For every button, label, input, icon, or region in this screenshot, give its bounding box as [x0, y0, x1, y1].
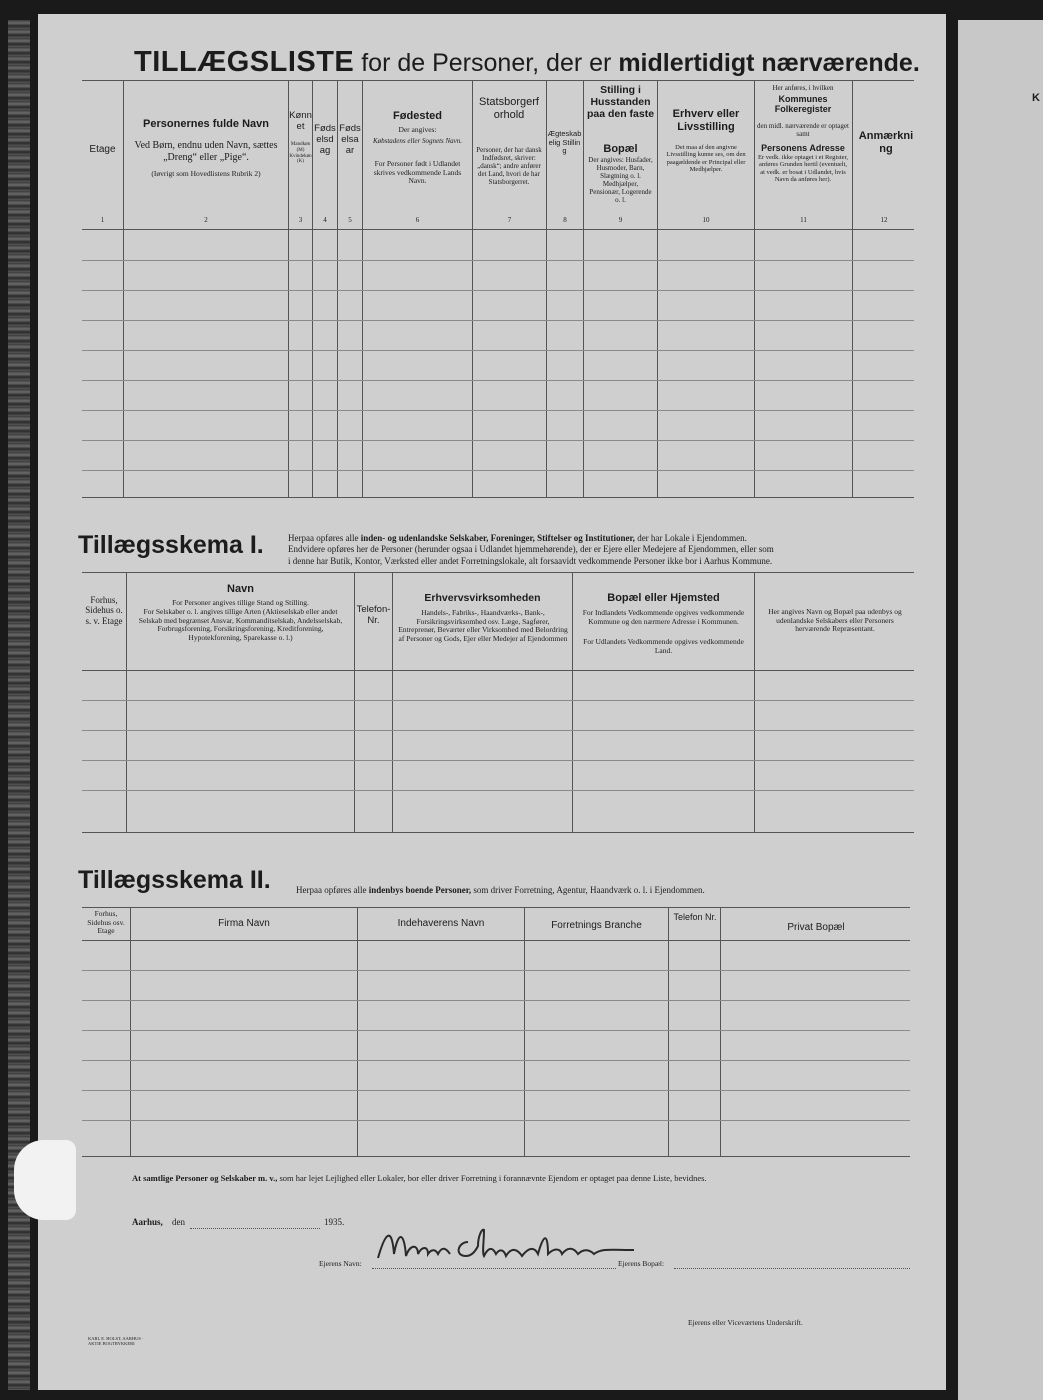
col-num-7: 7 — [507, 216, 512, 224]
col-household-header: Stilling i Husstanden paa den faste — [586, 84, 655, 121]
skema2-intro: Herpaa opføres alle indenbys boende Personer, som driver Forretning, Agentur, Haandværk o. l. i Ejendommen. — [296, 885, 705, 895]
skema2-title: Tillægsskema II. — [78, 866, 271, 894]
year-label: 1935. — [324, 1217, 345, 1227]
col-birthplace-header: Fødested — [393, 110, 442, 122]
col-num-1: 1 — [100, 216, 105, 224]
col-gender-sub: Mandkøn (M) Kvindekøn (K) — [289, 142, 312, 165]
col-occupation-sub: Det maa af den angivne Livsstilling kunne ses, om den paagældende er Principal eller Medhjælper. — [666, 144, 746, 174]
skema1-col-residence-sub1: For Indlandets Vedkommende opgives vedkommende Kommune og den nærmere Adresse i Kommunen. — [582, 608, 745, 626]
skema1-col-business-sub: Handels-, Fabriks-, Haandværks-, Bank-, Forsikringsvirksomhed osv. Læge, Sagfører, Entreprenør, Beværter eller Virksomhed med Belordring af Personer og Gods, Ejer eller Medejer af Ejendommen — [398, 608, 568, 643]
date-dotted-line — [190, 1228, 320, 1229]
skema1-col-name-header: Navn — [227, 583, 254, 595]
col-num-11: 11 — [800, 216, 807, 224]
skema2-col-owner: Indehaverens Navn — [397, 918, 485, 929]
col-remarks-header: Anmærkning — [858, 130, 914, 155]
col-register-top: Her anføres, i hvilken — [772, 84, 834, 92]
col-num-10: 10 — [702, 216, 710, 224]
col-num-12: 12 — [880, 216, 888, 224]
skema1-col-residence-header: Bopæl eller Hjemsted — [607, 592, 720, 604]
col-birthday-header: Fødselsdag — [314, 123, 336, 156]
col-household-sub: Der angives: Husfader, Husmoder, Barn, Slægtning o. l. Medhjælper, Pensionær, Logerende o. l. — [588, 156, 653, 205]
col-register-header: Kommunes Folkeregister — [774, 94, 832, 115]
signature-handwriting — [372, 1220, 652, 1270]
skema1-intro: Herpaa opføres alle inden- og udenlandske Selskaber, Foreninger, Stiftelser og Institutioner, der har Lokale i Ejendommen. Endvidere opføres her de Personer (herunder ogsaa i Udlandet hjemmehørende), der er Ejere eller Medejere af Ejendommen, eller som i denne har Butik, Kontor, Værksted eller andet Forretningslokale, alt forsaavidt vedkommende Personer ikke bor i Aarhus Kommune. — [288, 533, 774, 566]
next-page-edge: K — [958, 20, 1043, 1400]
col-register-mid: den midl. nærværende er optaget samt — [757, 122, 849, 139]
skema2-col-etage: Forhus, Sidehus osv. Etage — [87, 909, 125, 936]
owner-address-dotted-line — [674, 1268, 910, 1269]
printer-mark: KARL E. HOLST, AARHUS · AKTIE BOGTRYKKERI — [88, 1336, 144, 1347]
skema1-col-etage: Forhus, Sidehus o. s. v. Etage — [85, 595, 123, 626]
col-num-3: 3 — [298, 216, 303, 224]
col-birthplace-sub1: Der angives: — [398, 125, 437, 134]
col-name-header: Personernes fulde Navn — [143, 118, 269, 130]
col-marital-header: Ægteskabelig Stilling — [547, 129, 582, 156]
col-register-address: Personens Adresse — [761, 143, 845, 153]
col-citizenship-sub: Personer, der har dansk Indfødsret, skriver: „dansk“; andre anfører det Land, hvori de har Statsborgerret. — [476, 146, 542, 187]
owner-address-label: Ejerens Bopæl: — [618, 1259, 665, 1268]
skema1-col-name-sub1: For Personer angives tillige Stand og Stilling. — [172, 598, 309, 607]
form-page — [38, 14, 946, 1390]
col-name-note: (Iøvrigt som Hovedlistens Rubrik 2) — [151, 169, 261, 178]
owner-name-dotted-line — [372, 1268, 616, 1269]
paper-tab — [14, 1140, 76, 1220]
col-birthplace-sub3: For Personer født i Udlandet skrives vedkommende Lands Navn. — [373, 159, 462, 186]
skema1-col-business-header: Erhvervsvirksomheden — [424, 592, 541, 604]
skema2-col-phone: Telefon Nr. — [673, 912, 717, 922]
col-citizenship-header: Statsborgerforhold — [479, 96, 539, 121]
owner-name-label: Ejerens Navn: — [319, 1259, 362, 1268]
col-birthyear-header: Fødselsaar — [339, 123, 361, 156]
col-num-8: 8 — [563, 216, 567, 224]
skema1-col-representative: Her angives Navn og Bopæl paa udenbys og udenlandske Selskabers eller Personers herværende Repræsentant. — [768, 607, 902, 634]
col-num-5: 5 — [348, 216, 352, 224]
col-etage-header: Etage — [89, 144, 116, 155]
page-title: TILLÆGSLISTE for de Personer, der er midlertidigt nærværende. — [134, 46, 920, 78]
col-register-sub: Er vedk. ikke optaget i et Register, anføres Grunden hertil (eventuelt, at vedk. er bosat i Udlandet, hvis Navn da anføres her). — [758, 154, 848, 184]
col-gender-header: Kønnet — [289, 110, 312, 132]
city-label: Aarhus, — [132, 1217, 163, 1227]
col-num-2: 2 — [204, 216, 208, 224]
skema2-col-private-address: Privat Bopæl — [787, 922, 845, 933]
skema2-col-firm: Firma Navn — [218, 918, 270, 929]
col-num-4: 4 — [323, 216, 327, 224]
col-household-bopael: Bopæl — [603, 143, 638, 155]
col-birthplace-sub2: Købstadens eller Sognets Navn. — [372, 137, 463, 145]
col-num-9: 9 — [618, 216, 623, 224]
col-num-6: 6 — [415, 216, 420, 224]
skema1-col-residence-sub2: For Udlandets Vedkommende opgives vedkommende Land. — [583, 637, 744, 655]
col-name-sub: Ved Børn, endnu uden Navn, sættes „Dreng“ eller „Pige“. — [134, 140, 278, 163]
skema1-col-name-sub2: For Selskaber o. l. angives tillige Arten (Aktieselskab eller andet Selskab med begrænset Ansvar, Kommanditselskab, Andelsselskab, Forbrugsforening, Forsikringsforening, Kreditforening, Hypotekforening, Sparekasse o. l.) — [138, 607, 343, 642]
date-den-label: den — [172, 1217, 185, 1227]
skema2-col-branch: Forretnings Branche — [551, 920, 642, 931]
skema1-title: Tillægsskema I. — [78, 531, 264, 559]
signature-caption: Ejerens eller Viceværtens Underskrift. — [688, 1318, 803, 1327]
skema1-col-phone: Telefon-Nr. — [356, 604, 391, 626]
col-occupation-header: Erhverv eller Livsstilling — [672, 108, 740, 133]
declaration-text: At samtlige Personer og Selskaber m. v., som har lejet Lejlighed eller Lokaler, bor eller driver Forretning i forannævnte Ejendom er optaget paa denne Liste, bevidnes. — [132, 1173, 707, 1183]
